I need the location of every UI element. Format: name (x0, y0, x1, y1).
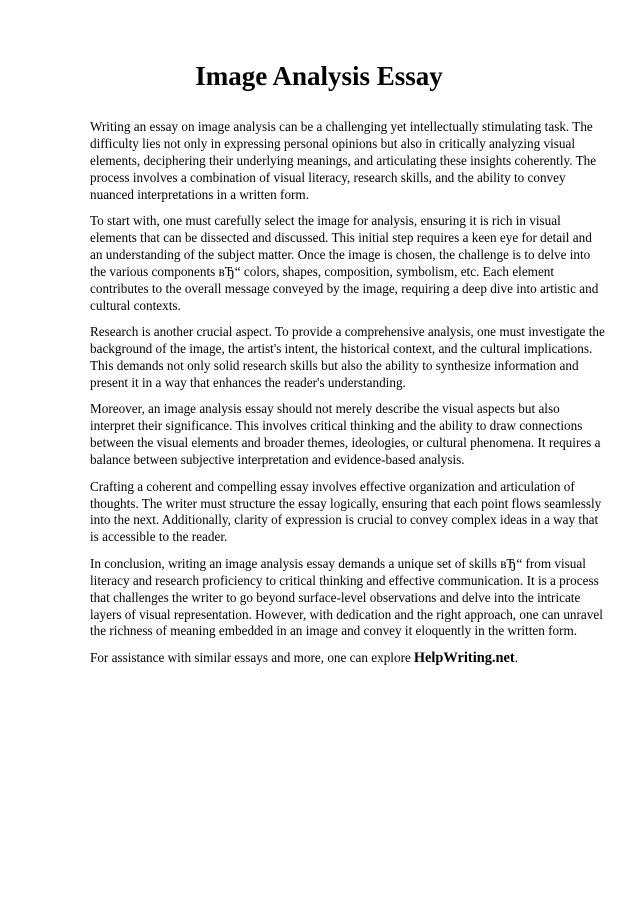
text-line: is accessible to the reader. (90, 529, 228, 545)
paragraph-crafting (90, 479, 600, 547)
paragraph-image-selection (90, 213, 600, 314)
text-line: between the visual elements and broader themes, ideologies, or cultural phenomena. It requires a (90, 435, 601, 451)
text-line: Writing an essay on image analysis can be a challenging yet intellectually stimulating task. The (90, 119, 593, 134)
text-line: process involves a combination of visual literacy, research skills, and the ability to convey (90, 169, 566, 185)
text-line: an understanding of the subject matter. Once the image is chosen, the challenge is to delve into (90, 246, 591, 262)
text-line: thoughts. The writer must structure the essay logically, ensuring that each point flows seamlessly (90, 495, 602, 511)
paragraph-interpretation (90, 401, 600, 469)
text-line: elements that can be dissected and discussed. This initial step requires a keen eye for detail and (90, 230, 592, 246)
text-line: background of the image, the artist's intent, the historical context, and the cultural implications. (90, 341, 593, 357)
text-line: Research is another crucial aspect. To provide a comprehensive analysis, one must investigate the (90, 324, 605, 340)
text-line: literacy and research proficiency to critical thinking and effective communication. It is a process (90, 572, 599, 588)
helpwriting-link[interactable]: HelpWriting.net (413, 649, 515, 666)
paragraph-intro (90, 119, 600, 204)
text-line: In conclusion, writing an image analysis essay demands a unique set of skills вЂ“ from visual (90, 555, 586, 571)
text-line: present it in a way that enhances the reader's understanding. (90, 374, 406, 390)
paragraph-research (90, 324, 605, 392)
essay-body (90, 119, 605, 676)
text-line: difficulty lies not only in expressing personal opinions but also in critically analyzing visual (90, 135, 576, 151)
text-line: Crafting a coherent and compelling essay involves effective organization and articulation of (90, 478, 575, 494)
page-title: Image Analysis Essay (195, 61, 443, 91)
text-line: This demands not only solid research skills but also the ability to synthesize information and (90, 357, 579, 373)
text-line: Moreover, an image analysis essay should not merely describe the visual aspects but also (90, 401, 560, 417)
closing-suffix: . (514, 649, 518, 665)
text-line: cultural contexts. (90, 297, 181, 313)
text-line: the richness of meaning embedded in an image and convey it eloquently in the written form. (90, 623, 578, 639)
paragraph-closing (90, 650, 600, 667)
text-line: layers of visual representation. However, with dedication and the right approach, one can unravel (90, 606, 603, 622)
text-line: into the next. Additionally, clarity of expression is crucial to convey complex ideas in a way that (90, 512, 599, 528)
text-line: balance between subjective interpretation and evidence-based analysis. (90, 452, 465, 468)
text-line: contributes to the overall message conveyed by the image, requiring a deep dive into artistic and (90, 280, 599, 296)
text-line: that challenges the writer to go beyond surface-level observations and delve into the intricate (90, 589, 581, 605)
text-line: To start with, one must carefully select the image for analysis, ensuring it is rich in visual (90, 213, 561, 229)
text-line: elements, deciphering their underlying meanings, and articulating these insights coherently. The (90, 152, 597, 168)
closing-text: For assistance with similar essays and more, one can explore (90, 649, 411, 665)
text-line: interpret their significance. This involves critical thinking and the ability to draw connections (90, 418, 583, 434)
text-line: nuanced interpretations in a written form. (90, 186, 309, 202)
paragraph-conclusion (90, 555, 603, 641)
text-line: the various components вЂ“ colors, shapes, composition, symbolism, etc. Each element (90, 263, 555, 279)
